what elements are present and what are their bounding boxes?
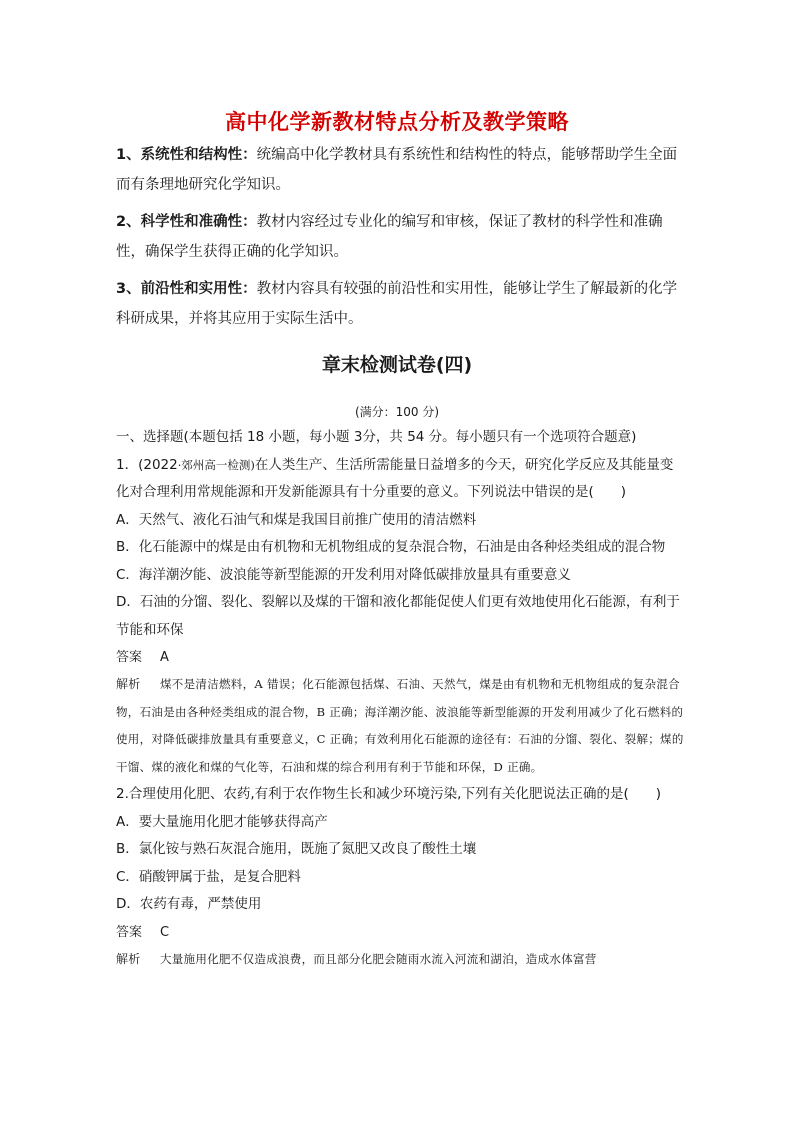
feature-text: 教材内容具有较强的前沿性和实用性，能够让学生了解最新的化学科研成果，并将其应用于实际生活中。 — [116, 281, 678, 327]
option-c: C．硝酸钾属于盐，是复合肥料 — [116, 868, 301, 885]
exam-title: 章末检测试卷(四) — [321, 354, 473, 376]
question-1-stem: 1．(2022·郊州高一检测)在人类生产、生活所需能量日益增多的今天，研究化学反应及其能量变化对合理利用常规能源和开发新能源具有十分重要的意义。下列说法中错误的是( ) — [116, 456, 674, 500]
explanation-text: 煤不是清洁燃料，A 错误；化石能源包括煤、石油、天然气，煤是由有机物和无机物组成的复杂混合物，石油是由各种烃类组成的混合物，B 正确；海洋潮汐能、波浪能等新型能源的开发利用减少了化石燃料的使用，对降低碳排放量具有重要意义，C 正确；有效利用化石能源的途径有：石油的分馏、裂化、裂解；煤的干馏、煤的液化和煤的气化等，石油和煤的综合利用有利于节能和环保，D 正确。 — [116, 677, 684, 774]
feature-item — [116, 207, 686, 267]
option-a: A．天然气、液化石油气和煤是我国目前推广使用的清洁燃料 — [116, 511, 477, 528]
answer-value: A — [160, 650, 169, 665]
feature-item — [116, 274, 686, 334]
option-b: B．氯化铵与熟石灰混合施用，既施了氮肥又改良了酸性土壤 — [116, 841, 477, 857]
option-d: D．石油的分馏、裂化、裂解以及煤的干馏和液化都能促使人们更有效地使用化石能源，有利于节能和环保 — [116, 594, 680, 638]
feature-text: 统编高中化学教材具有系统性和结构性的特点，能够帮助学生全面而有条理地研究化学知识。 — [116, 147, 678, 193]
answer-value: C — [160, 924, 170, 940]
option-d: D．农药有毒，严禁使用 — [116, 896, 262, 912]
answer-line — [116, 644, 686, 671]
explanation — [116, 671, 686, 781]
page-title: 高中化学新教材特点分析及教学策略 — [225, 110, 569, 134]
features-list — [116, 140, 686, 334]
option-a: A．要大量施用化肥才能够获得高产 — [116, 813, 328, 830]
answer-label: 答案 — [116, 650, 143, 665]
answer-line — [116, 919, 686, 946]
exam-score: (满分：100 分) — [354, 405, 440, 419]
explanation-text: 大量施用化肥不仅造成浪费，而且部分化肥会随雨水流入河流和湖泊，造成水体富营 — [160, 951, 597, 966]
explanation — [116, 946, 686, 974]
feature-label: 3、前沿性和实用性： — [116, 281, 257, 297]
option-b: B．化石能源中的煤是由有机物和无机物组成的复杂混合物，石油是由各种烃类组成的混合物 — [116, 539, 666, 555]
exam-body — [116, 424, 686, 973]
feature-label: 1、系统性和结构性： — [116, 147, 257, 163]
feature-text: 教材内容经过专业化的编写和审核，保证了教材的科学性和准确性，确保学生获得正确的化学知识。 — [116, 214, 663, 260]
feature-label: 2、科学性和准确性： — [116, 214, 257, 230]
option-c: C．海洋潮汐能、波浪能等新型能源的开发利用对降低碳排放量具有重要意义 — [116, 566, 571, 583]
section-heading: 一、选择题(本题包括 18 小题，每小题 3分，共 54 分。每小题只有一个选项符合题意) — [116, 429, 637, 445]
explanation-label: 解析 — [116, 951, 141, 966]
explanation-label: 解析 — [116, 677, 141, 691]
answer-label: 答案 — [116, 924, 143, 940]
feature-item — [116, 140, 686, 200]
question-2-stem: 2.合理使用化肥、农药,有利于农作物生长和减少环境污染,下列有关化肥说法正确的是( ) — [116, 786, 661, 802]
question-source: ·郊州高一检测) — [177, 457, 255, 472]
